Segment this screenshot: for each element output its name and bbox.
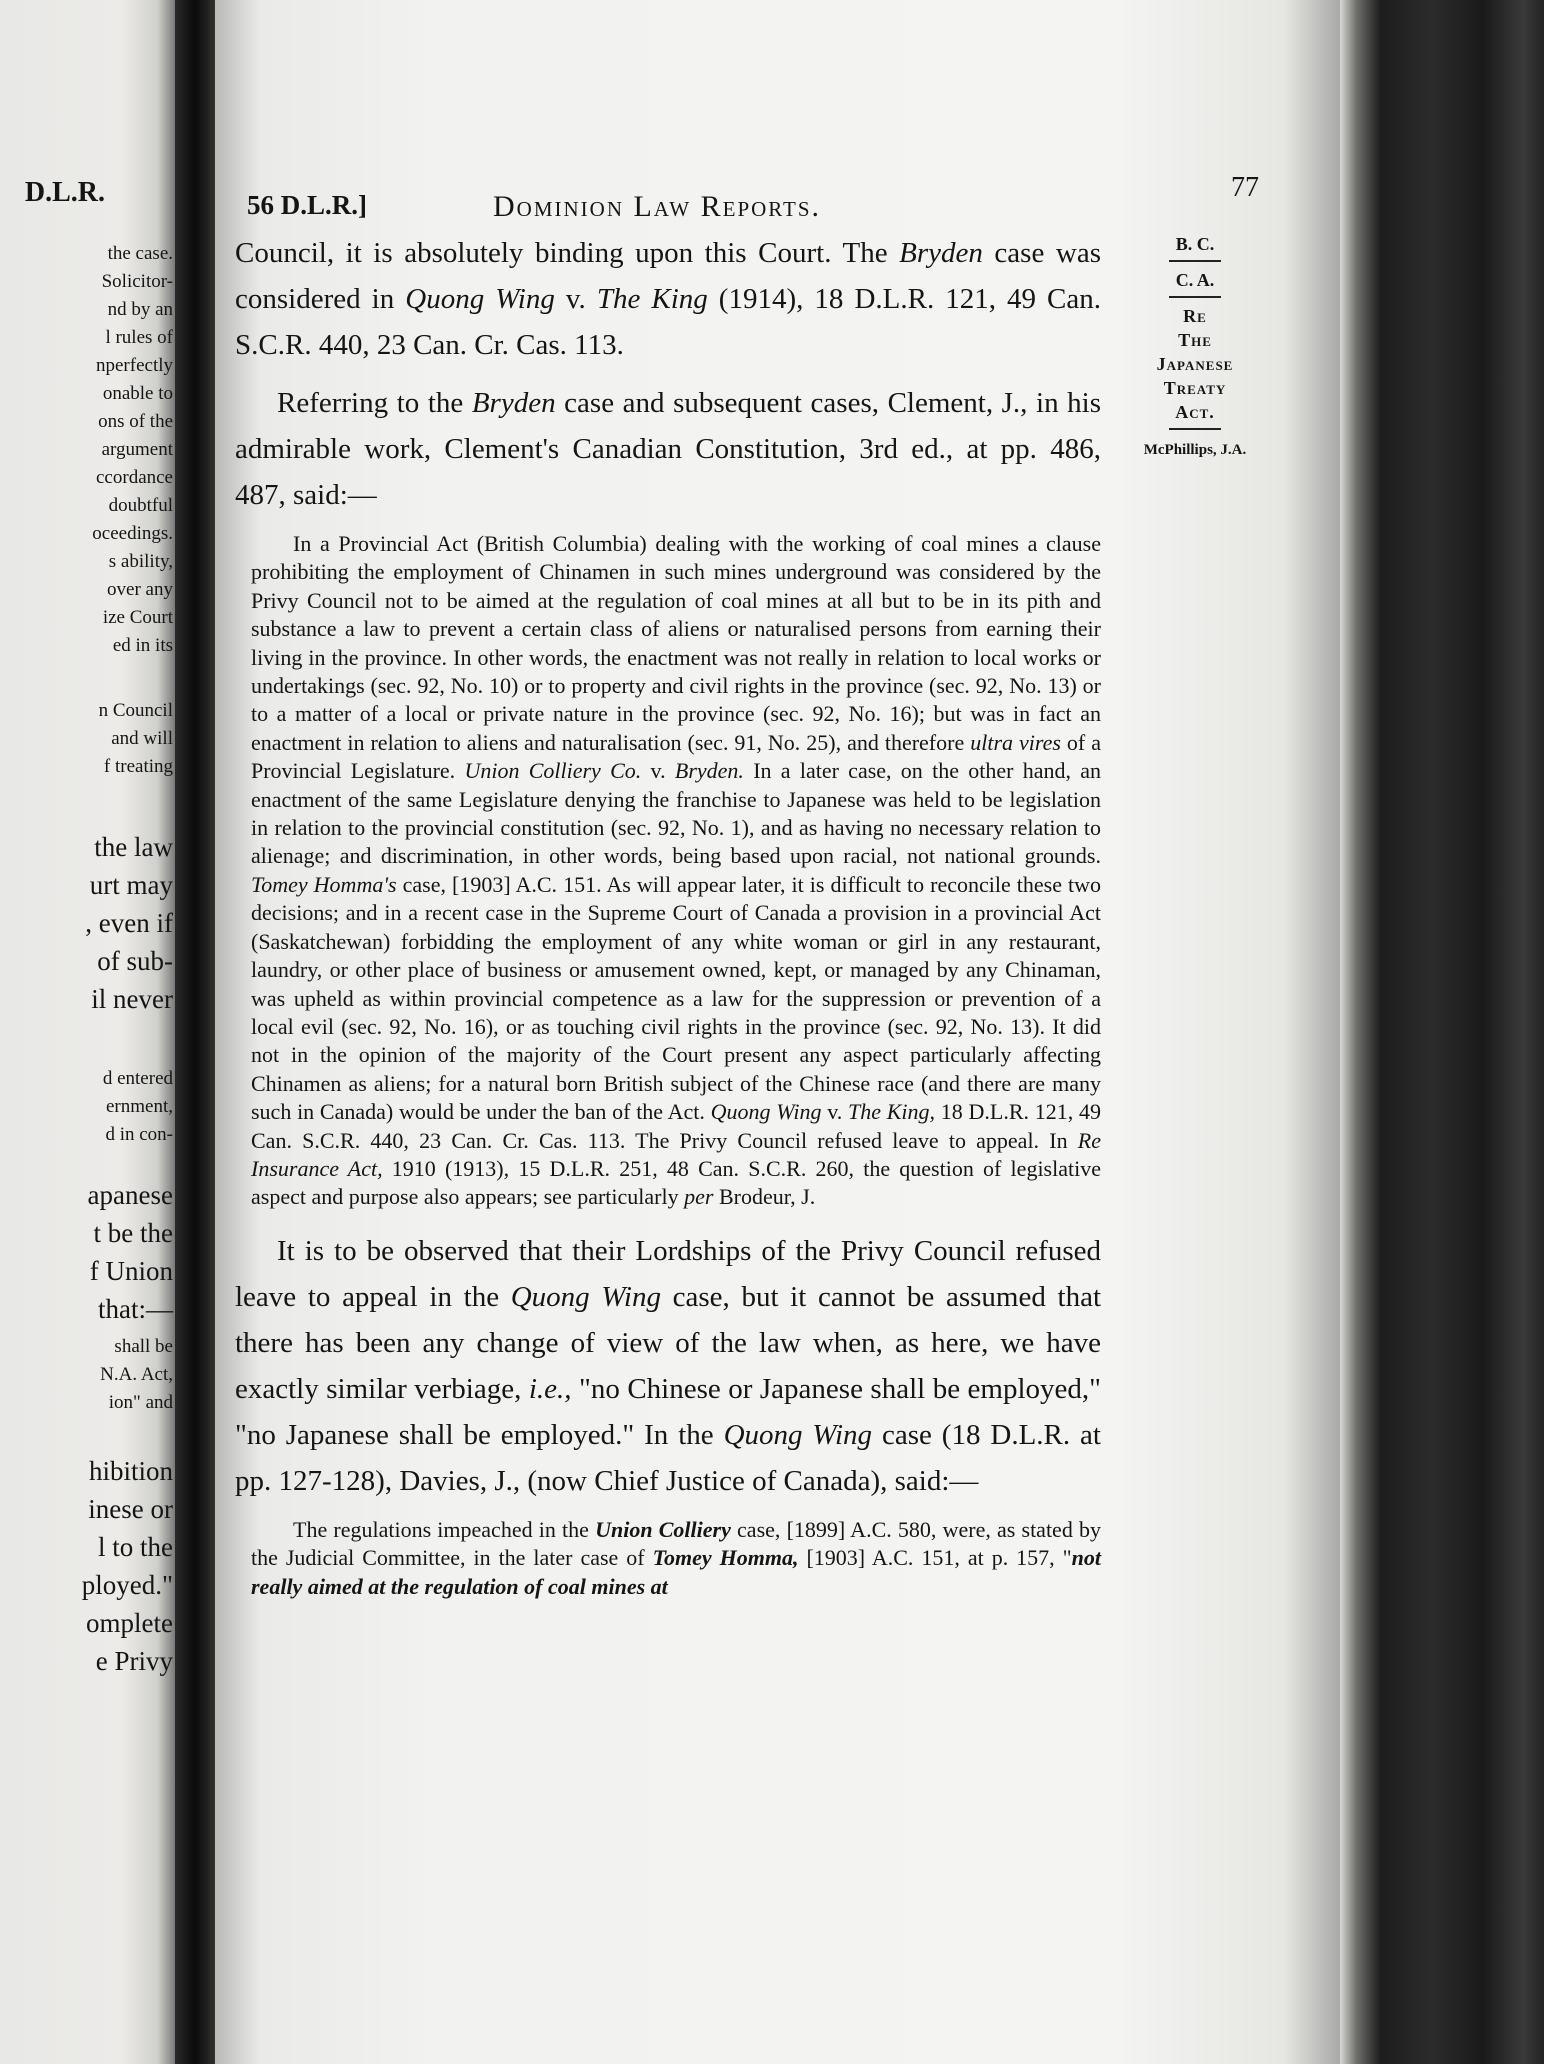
- left-page-fragment: ed in its: [112, 635, 173, 656]
- left-page-fragment: the case.: [107, 243, 173, 264]
- left-page-fragment: Solicitor-: [101, 271, 173, 292]
- block-quote-1: In a Provincial Act (British Columbia) dealing with the working of coal mines a clause prohibiting the employment of Chinamen in such mines underground was considered by the Privy Council not to be aimed at the regulation of coal mines at all but to be in its pith and substance a law to prevent a certain class of aliens or naturalised persons from earning their living in the province. In other words, the enactment was not really in relation to local works or undertakings (sec. 92, No. 10) or to property and civil rights in the province (sec. 92, No. 13) or to a matter of a local or private nature in the province (sec. 92, No. 16); but was in fact an enactment in relation to aliens and naturalisation (sec. 91, No. 25), and therefore ultra vires of a Provincial Legislature. Union Colliery Co. v. Bryden. In a later case, on the other hand, an enactment of the same Legislature denying the franchise to Japanese was held to be legislation in relation to the provincial constitution (sec. 92, No. 1), and as having no necessary relation to alienage; and discrimination, in other words, being based upon racial, not national grounds. Tomey Homma's case, [1903] A.C. 151. As will appear later, it is difficult to reconcile these two decisions; and in a recent case in the Supreme Court of Canada a provision in a provincial Act (Saskatchewan) forbidding the employment of any white woman or girl in any restaurant, laundry, or other place of business or amusement owned, kept, or managed by any Chinaman, was upheld as within provincial competence as a law for the suppression or prevention of a local evil (sec. 92, No. 16), or as touching civil rights in the province (sec. 92, No. 13). It did not in the opinion of the majority of the Court present any aspect particularly affecting Chinamen as aliens; for a natural born British subject of the Chinese race (and there are many such in Canada) would be under the ban of the Act. Quong Wing v. The King, 18 D.L.R. 121, 49 Can. S.C.R. 440, 23 Can. Cr. Cas. 113. The Privy Council refused leave to appeal. In Re Insurance Act, 1910 (1913), 15 D.L.R. 251, 48 Can. S.C.R. 260, the question of legislative aspect and purpose also appears; see particularly per Brodeur, J.: [251, 531, 1102, 1210]
- left-page-fragment: argument: [101, 439, 173, 460]
- left-page-fragment: over any: [107, 579, 173, 600]
- left-page-fragment: t be the: [93, 1218, 173, 1248]
- page-number: 77: [1231, 172, 1259, 203]
- left-page-fragment: inese or: [88, 1494, 173, 1524]
- left-page-fragment: il never: [91, 984, 173, 1014]
- left-page-fragment: urt may: [89, 870, 173, 900]
- paragraph-3: It is to be observed that their Lordships of the Privy Council refused leave to appeal in the Quong Wing case, but it cannot be assumed that there has been any change of view of the law when, as here, we have exactly similar verbiage, i.e., "no Chinese or Japanese shall be employed," "no Japanese shall be employed." In the Quong Wing case (18 D.L.R. at pp. 127-128), Davies, J., (now Chief Justice of Canada), said:—: [235, 1234, 1101, 1497]
- left-page-fragment: f treating: [103, 756, 173, 777]
- book-spine-edge: [1340, 0, 1544, 2064]
- publication-title: Dominion Law Reports.: [493, 190, 822, 223]
- left-page-fragment: of sub-: [97, 946, 173, 976]
- margin-sidenote: [1120, 232, 1270, 462]
- paragraph-2: Referring to the Bryden case and subsequent cases, Clement, J., in his admirable work, Clement's Canadian Constitution, 3rd ed., at pp. 486, 487, said:—: [235, 387, 1101, 511]
- left-facing-page: [0, 0, 175, 2064]
- left-page-fragment: , even if: [85, 908, 173, 938]
- page-body: [235, 230, 1101, 1601]
- sidenote-rule: [1169, 428, 1221, 430]
- book-page: [215, 0, 1340, 2064]
- left-page-fragment: l to the: [98, 1532, 173, 1562]
- left-page-fragment: apanese: [87, 1180, 173, 1210]
- left-page-fragment: e Privy: [95, 1646, 173, 1676]
- left-page-fragment: ccordance: [96, 467, 173, 488]
- case-name-line: Act.: [1175, 402, 1215, 422]
- left-page-fragment: n Council: [98, 700, 173, 721]
- case-name-line: Re: [1183, 306, 1207, 326]
- left-page-header: D.L.R.: [24, 177, 105, 208]
- left-page-fragment: nd by an: [107, 299, 173, 320]
- left-page-fragment: ployed.": [81, 1570, 173, 1600]
- case-name-line: Treaty: [1163, 378, 1227, 398]
- left-page-fragment: hibition: [88, 1456, 173, 1486]
- volume-reference: 56 D.L.R.]: [247, 190, 367, 220]
- paragraph-1: Council, it is absolutely binding upon this Court. The Bryden case was considered in Quong Wing v. The King (1914), 18 D.L.R. 121, 49 Can. S.C.R. 440, 23 Can. Cr. Cas. 113.: [235, 237, 1102, 361]
- judge-name: McPhillips, J.A.: [1143, 442, 1247, 458]
- left-page-fragment: nperfectly: [95, 355, 173, 376]
- left-page-fragment: d in con-: [105, 1124, 173, 1145]
- left-page-fragment: doubtful: [108, 495, 173, 516]
- left-page-fragment: s ability,: [108, 551, 173, 572]
- left-page-fragment: omplete: [86, 1608, 173, 1638]
- left-page-fragment: that:—: [98, 1294, 173, 1324]
- left-page-fragment: shall be: [114, 1336, 173, 1357]
- case-name-line: Japanese: [1156, 354, 1234, 374]
- court-province: B. C.: [1175, 234, 1215, 254]
- court-appeal: C. A.: [1175, 270, 1215, 290]
- left-page-fragment: onable to: [102, 383, 173, 404]
- left-page-fragment: N.A. Act,: [100, 1364, 173, 1385]
- case-name-line: The: [1178, 330, 1212, 350]
- left-page-fragment: ernment,: [105, 1096, 173, 1117]
- left-page-fragment: ize Court: [102, 607, 173, 628]
- left-page-fragment: the law: [94, 832, 173, 862]
- block-quote-2: The regulations impeached in the Union Colliery case, [1899] A.C. 580, were, as stated by the Judicial Committee, in the later case of Tomey Homma, [1903] A.C. 151, at p. 157, "not really aimed at the regulation of coal mines at: [251, 1516, 1101, 1599]
- sidenote-rule: [1169, 260, 1221, 262]
- sidenote-rule: [1169, 296, 1221, 298]
- left-page-fragment: ons of the: [98, 411, 173, 432]
- left-page-fragment: ion" and: [108, 1392, 173, 1413]
- left-page-fragment: l rules of: [105, 327, 173, 348]
- running-header: [231, 172, 1259, 223]
- left-page-fragment: and will: [111, 728, 173, 749]
- left-page-fragment: f Union: [89, 1256, 173, 1286]
- left-page-fragment: d entered: [102, 1068, 173, 1089]
- left-page-fragment: oceedings.: [92, 523, 173, 544]
- book-gutter: [175, 0, 215, 2064]
